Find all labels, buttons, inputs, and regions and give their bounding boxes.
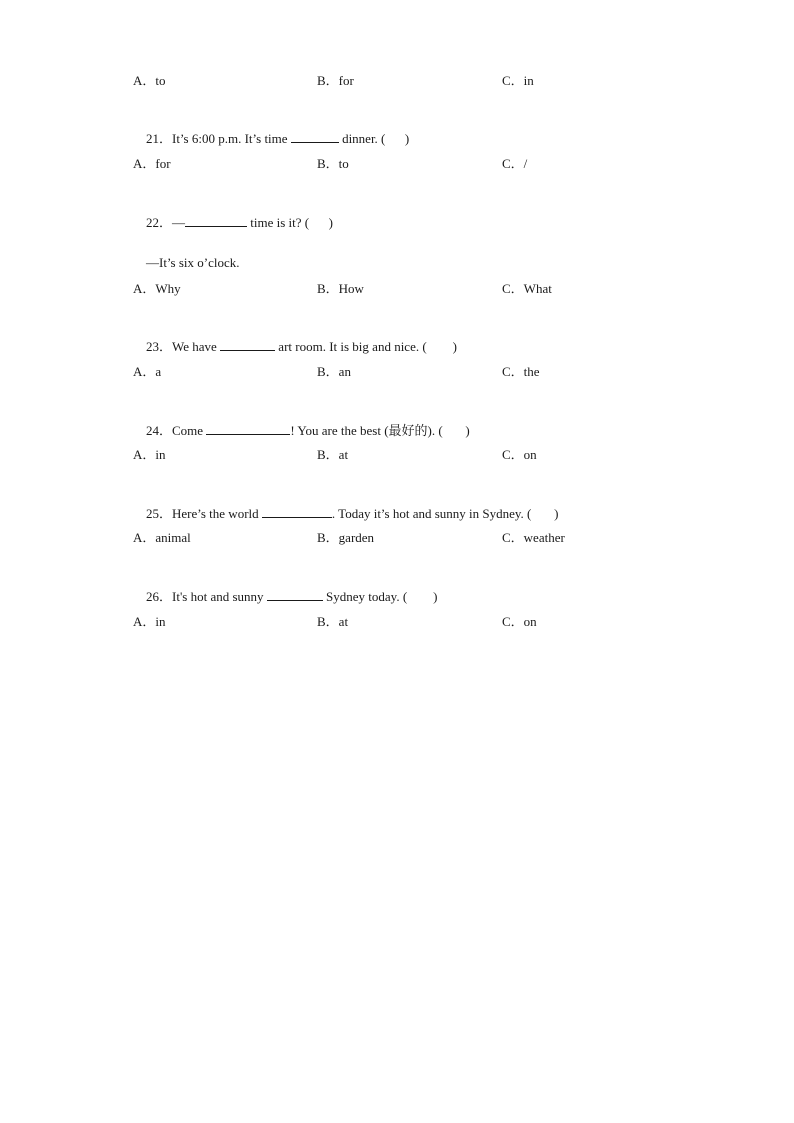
answer-blank [291,130,339,143]
option-a: A．in [133,614,166,629]
option-b: B．How [317,281,364,296]
question-text: 24．Come [146,423,207,438]
question-text: 22．— [146,215,186,230]
answer-blank [262,505,332,518]
question-text: 25．Here’s the world [146,506,262,521]
options-row [0,364,794,380]
option-b: B．at [317,447,349,462]
option-b: B．an [317,364,351,379]
question-text: ! You are the best (最好的). ( ) [290,423,470,438]
question-text: 23．We have [146,339,221,354]
answer-text: —It’s six o’clock. [146,255,240,270]
answer-blank [267,588,323,601]
options-row [0,281,794,297]
option-c: C．on [502,447,537,462]
option-c: C．What [502,281,552,296]
option-c: C．/ [502,156,528,171]
dialogue-answer [133,239,240,287]
question-text: dinner. ( ) [338,131,410,146]
question-text: 26．It's hot and sunny [146,589,267,604]
option-a: A．to [133,73,166,88]
question-text: . Today it’s hot and sunny in Sydney. ( ) [331,506,559,521]
options-row [0,530,794,546]
option-a: A．animal [133,530,191,545]
question-text: art room. It is big and nice. ( ) [275,339,458,354]
options-row [0,156,794,172]
question-text: 21．It’s 6:00 p.m. It’s time [146,131,291,146]
option-b: B．to [317,156,349,171]
answer-blank [185,214,247,227]
answer-blank [220,338,275,351]
option-c: C．the [502,364,540,379]
options-row [0,73,794,89]
option-a: A．in [133,447,166,462]
answer-blank [206,422,290,435]
option-b: B．for [317,73,354,88]
option-a: A．Why [133,281,181,296]
options-row [0,614,794,630]
question-text: Sydney today. ( ) [322,589,438,604]
option-c: C．on [502,614,537,629]
option-a: A．for [133,156,171,171]
option-b: B．garden [317,530,375,545]
option-b: B．at [317,614,349,629]
options-row [0,447,794,463]
option-c: C．in [502,73,534,88]
option-a: A．a [133,364,162,379]
option-c: C．weather [502,530,565,545]
question-text: time is it? ( ) [247,215,333,230]
